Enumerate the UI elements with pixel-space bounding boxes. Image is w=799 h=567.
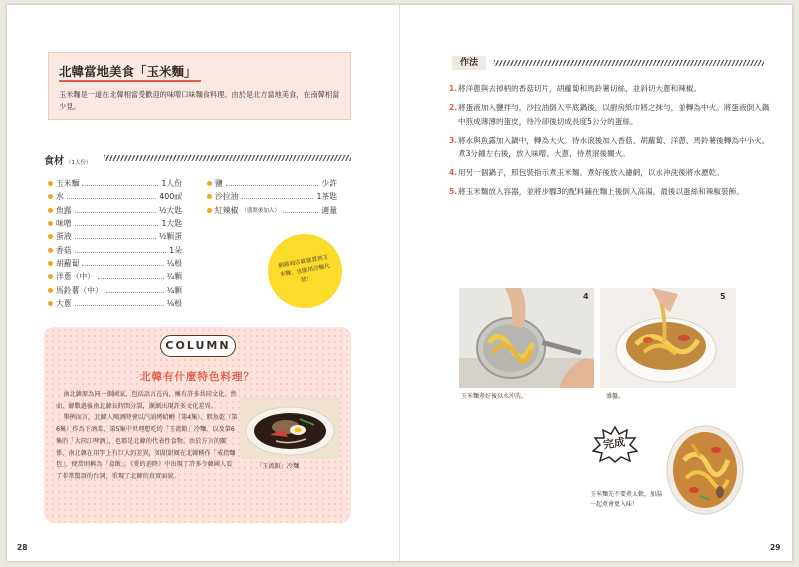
page-fold: [399, 5, 400, 561]
ingredient-qty: 1茶匙: [316, 192, 337, 202]
bullet-icon: [48, 181, 53, 186]
ingredient-name: 蛋液: [56, 232, 72, 242]
step-text: 用另一個鍋子，照包裝指示煮玉米麵。煮好後放入濾網，以水沖洗後將水瀝乾。: [458, 168, 724, 177]
leader-dots: [75, 248, 167, 253]
intro-text: 玉米麵是一道在北韓相當受歡迎的味噌口味麵食料理。由於是北方當地美食，在南韓相當少見。: [59, 90, 340, 111]
column-title: 北韓有什麼特色料理？: [140, 371, 255, 383]
final-dish-photo: [664, 420, 746, 520]
step-number: 4.: [449, 168, 458, 177]
leader-dots: [241, 194, 313, 199]
bullet-icon: [207, 208, 212, 213]
bullet-icon: [48, 208, 53, 213]
bullet-icon: [48, 261, 53, 266]
ingredient-note: （盛盤後加入）: [241, 208, 280, 215]
title-box: [48, 52, 351, 120]
step-item: [449, 82, 775, 96]
step4-caption: 玉米麵煮好後以水沖洗。: [461, 393, 528, 400]
ingredients-label: 食材: [44, 156, 64, 167]
ingredient-name: 馬鈴薯（中）: [56, 285, 103, 295]
ingredient-qty: 400㎖: [159, 192, 182, 202]
ingredients-list-left: [48, 177, 182, 310]
step-item: [449, 134, 775, 161]
ingredient-qty: ¼根: [166, 258, 182, 268]
step-text: 將玉米麵放入容器，並將步驟3的配料鋪在麵上後倒入高湯。最後以蛋絲和辣椒裝飾。: [458, 187, 744, 196]
leader-dots: [75, 301, 164, 306]
ingredient-row: [48, 190, 182, 203]
ingredient-name: 魚露: [56, 205, 72, 215]
leader-dots: [283, 208, 319, 213]
step-number: 3.: [449, 135, 458, 145]
ingredient-qty: 1朵: [169, 245, 182, 255]
ingredient-name: 味噌: [56, 219, 72, 229]
bullet-icon: [48, 288, 53, 293]
bullet-icon: [48, 248, 53, 253]
ingredient-name: 紅辣椒: [215, 205, 239, 215]
naengmyeon-caption: 「玉流館」冷麵: [256, 463, 300, 470]
step4-photo-number: 4: [583, 292, 589, 301]
step-item: [449, 185, 775, 199]
leader-dots: [106, 288, 164, 293]
ingredient-qty: ¼顆: [166, 272, 182, 282]
column-paragraph-1: 南北韓原為同一個國家，包括語言在內，擁有許多共同文化。然而，韓戰過後南北韓長時間分裂，漸漸出現許多文化差異。: [56, 391, 237, 410]
ingredient-name: 大蔥: [56, 298, 72, 308]
ingredient-row: [48, 257, 182, 270]
ingredient-name: 香菇: [56, 245, 72, 255]
column-tab: COLUMN: [160, 335, 236, 357]
ingredient-qty: 少許: [321, 179, 337, 189]
naengmyeon-photo: [240, 397, 340, 459]
leader-dots: [98, 274, 164, 279]
column-body: [56, 389, 238, 483]
step-item: [449, 101, 775, 128]
step-item: [449, 166, 775, 180]
leader-dots: [67, 194, 157, 199]
ingredient-row: [48, 230, 182, 243]
bullet-icon: [48, 194, 53, 199]
steps-heading: 作法: [452, 56, 486, 70]
step-number: 1.: [449, 84, 458, 93]
step-text: 將洋蔥與去掉柄的香菇切片，胡蘿蔔和馬鈴薯切絲，並斜切大蔥和辣椒。: [458, 84, 701, 93]
ingredient-row: [207, 190, 337, 203]
ingredient-row: [48, 283, 182, 296]
ingredient-qty: ⅛根: [166, 298, 182, 308]
step-text: 將水與魚露加入鍋中，轉為大火。待水滾後加入香菇、胡蘿蔔、洋蔥、馬鈴薯後轉為中小火。煮3分鐘左右後，放入味噌、大蔥，待煮滾後關火。: [458, 135, 770, 158]
step5-photo-number: 5: [720, 292, 726, 301]
step5-photo: [600, 288, 736, 388]
ingredient-row: [48, 270, 182, 283]
tip-badge-text: 網路商店就能買到玉米麵，也能用冷麵代替！: [278, 254, 331, 284]
ingredients-list-right: [207, 177, 337, 217]
ingredient-name: 玉米麵: [56, 179, 80, 189]
ingredient-row: [48, 243, 182, 256]
page-number-right: 29: [770, 543, 781, 552]
ingredient-qty: ¼顆: [166, 285, 182, 295]
steps-list: [449, 82, 775, 204]
ingredient-name: 水: [56, 192, 64, 202]
leader-dots: [75, 208, 156, 213]
column-paragraph-2: 舉例而言，北韓人喝酒時會以汽油烤蛤蜊（第4集）、鱈魚乾（第6集）作為下酒菜，第5集中世理想吃的「玉流館」冷麵，以及第6集的「大同江啤酒」，也都是北韓的代表性食物。由於方言的關係，南北韓在用字上有巨大的差異，如甜甜圈在北韓稱作「戒指麵包」，便當則稱為「盒飯」。《愛的迫降》中出現了許多令韓國人看了非常驚訝的台詞，重現了北韓的真實面貌。: [56, 414, 238, 480]
ingredient-qty: 1人份: [161, 179, 182, 189]
bullet-icon: [48, 221, 53, 226]
ingredient-qty: ½大匙: [158, 205, 182, 215]
leader-dots: [75, 221, 159, 226]
ingredient-row: [48, 217, 182, 230]
ingredient-row: [48, 204, 182, 217]
page-title: 北韓當地美食「玉米麵」: [59, 64, 197, 79]
step-number: 2.: [449, 103, 458, 112]
leader-dots: [226, 181, 319, 186]
ingredient-name: 沙拉油: [215, 192, 239, 202]
ingredient-qty: 適量: [321, 205, 337, 215]
bullet-icon: [207, 194, 212, 199]
leader-dots: [82, 181, 158, 186]
ingredient-row: [207, 204, 337, 217]
done-label: 完成: [602, 435, 626, 452]
ingredient-row: [207, 177, 337, 190]
page-number-left: 28: [17, 543, 28, 552]
step5-caption: 盛盤。: [606, 393, 625, 400]
ingredient-row: [48, 297, 182, 310]
final-caption: 玉米麵先不要煮太軟，加湯一起煮會更入味！: [590, 491, 663, 508]
title-underline: [59, 80, 201, 82]
step-number: 5.: [449, 187, 458, 196]
leader-dots: [75, 234, 156, 239]
ingredients-heading: [44, 152, 92, 167]
ingredients-divider: [104, 155, 351, 161]
ingredients-servings: （1人份）: [66, 160, 92, 166]
ingredient-name: 胡蘿蔔: [56, 258, 80, 268]
ingredient-row: [48, 177, 182, 190]
ingredient-qty: 1大匙: [161, 219, 182, 229]
ingredient-name: 鹽: [215, 179, 223, 189]
bullet-icon: [48, 234, 53, 239]
step-text: 將蛋液加入鹽拌勻，沙拉油倒入平底鍋後，以廚房紙巾將之抹勻，並轉為中火。將蛋液倒入鍋中煎成薄薄的蛋皮，待冷卻後切成長度5公分的蛋絲。: [458, 103, 770, 126]
leader-dots: [82, 261, 163, 266]
bullet-icon: [48, 301, 53, 306]
ingredient-name: 洋蔥（中）: [56, 272, 95, 282]
bullet-icon: [207, 181, 212, 186]
steps-divider: [494, 60, 764, 66]
ingredient-qty: ½顆蛋: [158, 232, 182, 242]
step4-photo: [459, 288, 594, 388]
bullet-icon: [48, 274, 53, 279]
column-box: [44, 327, 351, 523]
